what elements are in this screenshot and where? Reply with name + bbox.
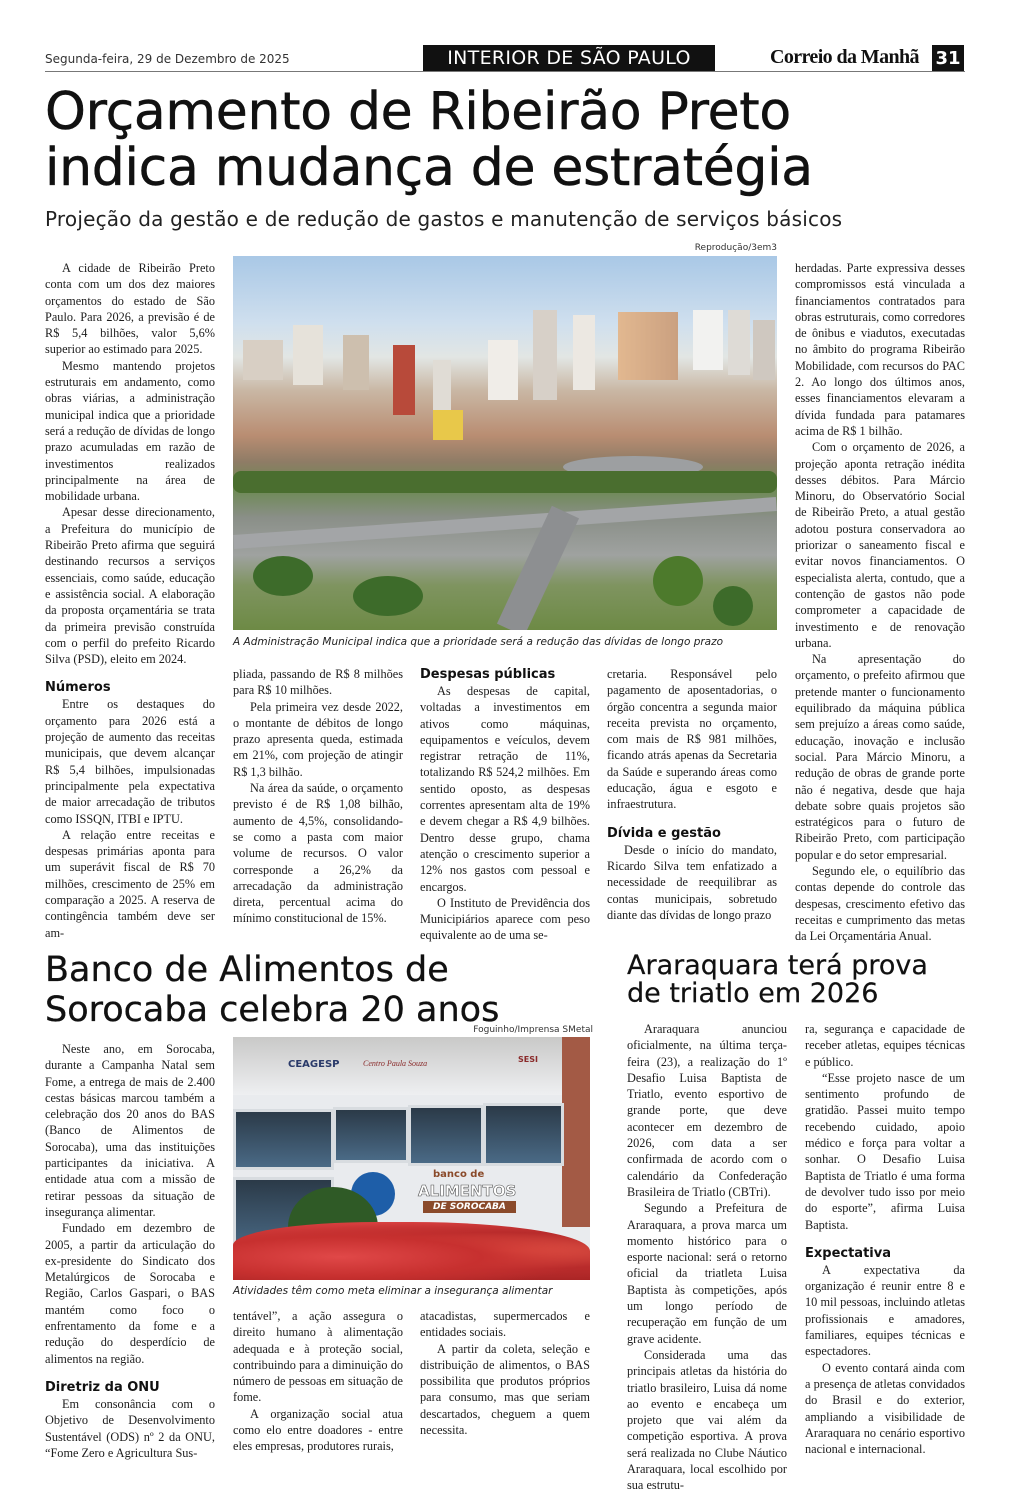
paragraph: O Instituto de Previdência dos Municipiários aparece com peso equivalente ao de uma se- [420, 895, 590, 943]
paragraph: ra, segurança e capacidade de receber atletas, equipes técnicas e público. [805, 1022, 965, 1069]
section-heading: Dívida e gestão [607, 825, 721, 841]
paragraph: Pela primeira vez desde 2022, o montante de débitos de longo prazo apresenta queda, estimada em 21%, com projeção de atingir R$ 1,3 bilhão. [233, 699, 403, 779]
paragraph: atacadistas, supermercados e entidades sociais. [420, 1309, 590, 1340]
photo-caption: A Administração Municipal indica que a prioridade será a redução das dívidas de longo prazo [233, 636, 724, 648]
article-column [627, 1021, 787, 1494]
paragraph: tentável”, a ação assegura o direito humano à alimentação adequada e à proteção social, contribuindo para a diminuição do número de pessoas em situação de fome. [233, 1309, 403, 1405]
article-subtitle: Projeção da gestão e de redução de gastos e manutenção de serviços básicos [45, 207, 843, 231]
paragraph: O evento contará ainda com a presença de atletas convidados do Brasil e do exterior, ampliando a visibilidade de Araraquara no cenário esportivo nacional e internacional. [805, 1360, 965, 1457]
photo-sign-text: DE SOROCABA [423, 1201, 516, 1213]
paragraph: Neste ano, em Sorocaba, durante a Campanha Natal sem Fome, a entrega de mais de 2.400 cestas básicas marcou também a celebração dos 20 anos do BAS (Banco de Alimentos de Sorocaba), uma das instituições participantes da iniciativa. A entidade atua com a missão de retirar pessoas da situação de insegurança alimentar. [45, 1042, 215, 1219]
paragraph: As despesas de capital, voltadas a investimentos em ativos como máquinas, equipamentos e veículos, devem registrar retração de 11%, totalizando R$ 524,2 milhões. Em sentido oposto, as despesas correntes apresentam alta de 19% e devem chegar a R$ 4,9 bilhões. Dentro desse grupo, chama atenção o crescimento superior a 12% nos gastos com pessoal e encargos. [420, 684, 590, 894]
section-label: INTERIOR DE SÃO PAULO [423, 45, 715, 71]
paragraph: Araraquara anunciou oficialmente, na última terça-feira (23), a realização do 1º Desafio Luisa Baptista de Triatlo, evento esportivo de grande porte, que deve acontecer em dezembro de 2026, com data a ser confirmada de acordo com o calendário da Confederação Brasileira de Triatlo (CBTri). [627, 1022, 787, 1199]
photo-logo: CEAGESP [288, 1059, 340, 1070]
paragraph: Considerada uma das principais atletas da história do triatlo brasileiro, Luisa dá nome ao evento e encabeça um projeto que vai além da competição esportiva. A prova será realizada no Clube Náutico Araraquara, local escolhido por sua estrutu- [627, 1347, 787, 1493]
photo-sign-text: banco de [433, 1169, 485, 1180]
article-column [420, 1308, 590, 1438]
article-column [795, 260, 965, 944]
photo-caption: Atividades têm como meta eliminar a insegurança alimentar [233, 1285, 553, 1297]
paragraph: Segundo ele, o equilíbrio das contas depende do controle das despesas, crescimento efetivo das receitas e cumprimento das metas da Lei Orçamentária Anual. [795, 863, 965, 944]
section-heading: Números [45, 680, 111, 696]
paragraph: cretaria. Responsável pelo pagamento de aposentadorias, o órgão concentra a segunda maior receita prevista no orçamento, com mais de R$ 981 milhões, ficando atrás apenas da Secretaria da Saúde e superando áreas como educação, água e esgoto e infraestrutura. [607, 667, 777, 812]
issue-date: Segunda-feira, 29 de Dezembro de 2025 [45, 52, 290, 66]
paragraph: A organização social atua como elo entre doadores - entre eles empresas, produtores rurais, [233, 1406, 403, 1454]
paragraph: A expectativa da organização é reunir entre 8 e 10 mil pessoas, incluindo atletas profissionais e amadores, familiares, equipes técnicas e espectadores. [805, 1262, 965, 1359]
paragraph: Desde o início do mandato, Ricardo Silva tem enfatizado a necessidade de reequilibrar as contas municipais, sobretudo diante das dívidas de longo prazo [607, 842, 777, 922]
article-headline [45, 84, 813, 196]
paragraph: Fundado em dezembro de 2005, a partir da articulação do ex-presidente do Sindicato dos Metalúrgicos de Sorocaba e Região, Carlos Gaspari, o BAS mantém como foco o enfrentamento da fome e a redução do desperdício de alimentos na região. [45, 1221, 215, 1366]
paragraph: “Esse projeto nasce de um sentimento profundo de gratidão. Passei muito tempo recebendo cuidado, apoio médico e força para voltar a sonhar. O Desafio Luisa Baptista de Triatlo é uma forma de devolver tudo isso por meio do esporte”, afirma Luisa Baptista. [805, 1070, 965, 1232]
paragraph: Mesmo mantendo projetos estruturais em andamento, como obras viárias, a administração municipal indica que a prioridade será a redução de dívidas de longo prazo acumuladas em razão de investimentos realizados principalmente na área de mobilidade urbana. [45, 358, 215, 504]
food-bank-building-photo [233, 1037, 590, 1280]
paragraph: Apesar desse direcionamento, a Prefeitura do município de Ribeirão Preto afirma que seguirá destinando recursos a serviços essenciais, como saúde, educação e assistência social. A elaboração da proposta orçamentária se trata da primeira previsão construída com o perfil do prefeito Ricardo Silva (PSD), eleito em 2024. [45, 505, 215, 667]
paragraph: A partir da coleta, seleção e distribuição de alimentos, o BAS possibilita que produtos próprios para consumo, mas que seriam descartados, cheguem a quem necessita. [420, 1341, 590, 1438]
article-column [607, 666, 777, 923]
paragraph: Entre os destaques do orçamento para 2026 está a projeção de aumento das receitas municipais, que devem alcançar R$ 5,4 bilhões, impulsionadas principalmente pela expectativa de maior arrecadação de tributos como ISSQN, ITBI e IPTU. [45, 697, 215, 826]
paragraph: herdadas. Parte expressiva desses compromissos está vinculada a financiamentos contratados para obras estruturais, como corredores de ônibus e viadutos, executadas no âmbito do programa Ribeirão Mobilidade, com recursos do PAC 2. Ao longo dos últimos anos, esses financiamentos elevaram a dívida fundada para patamares acima de R$ 1 bilhão. [795, 261, 965, 438]
paragraph: Em consonância com o Objetivo de Desenvolvimento Sustentável (ODS) nº 2 da ONU, “Fome Zero e Agricultura Sus- [45, 1396, 215, 1460]
section-heading: Diretriz da ONU [45, 1379, 160, 1395]
article-column [45, 260, 215, 941]
page-number: 31 [932, 45, 964, 71]
paragraph: Com o orçamento de 2026, a projeção aponta retração inédita desses débitos. Para Márcio Minoru, do Observatório Social de Ribeirão Preto, a atual gestão adotou postura conservadora ao priorizar o saneamento fiscal e evitar novos financiamentos. O especialista alerta, contudo, que a contenção de gastos não pode comprometer a capacidade de investimento e de renovação urbana. [795, 440, 965, 650]
photo-sign-text: ALIMENTOS [418, 1182, 517, 1200]
city-aerial-photo [233, 256, 777, 630]
headline-line: indica mudança de estratégia [45, 138, 813, 198]
headline-line: Banco de Alimentos de [45, 950, 449, 990]
paragraph: A relação entre receitas e despesas primárias aponta para um superávit fiscal de R$ 70 milhões, crescimento de 25% em comparação a 2025. A reserva de contingência também deve ser am- [45, 827, 215, 940]
paragraph: pliada, passando de R$ 8 milhões para R$ 10 milhões. [233, 667, 403, 698]
headline-line: Orçamento de Ribeirão Preto [45, 82, 791, 142]
section-heading: Despesas públicas [420, 667, 556, 682]
headline-line: Sorocaba celebra 20 anos [45, 990, 500, 1030]
paragraph: Segundo a Prefeitura de Araraquara, a prova marca um momento histórico para o esporte nacional: será o retorno oficial da triatleta Luisa Baptista às competições, após um longo período de recuperação em função de um grave acidente. [627, 1201, 787, 1346]
photo-logo: SESI [518, 1055, 538, 1064]
article-headline [45, 950, 499, 1030]
photo-credit: Reprodução/3em3 [694, 243, 777, 253]
article-column [420, 654, 590, 944]
header-divider [45, 71, 965, 72]
article-column [233, 1308, 403, 1455]
article-column [805, 1021, 965, 1457]
article-column [45, 1041, 215, 1461]
article-headline [627, 952, 928, 1008]
paragraph: Na área da saúde, o orçamento previsto é de R$ 1,08 bilhão, aumento de 4,5%, consolidando-se como a pasta com maior volume de recursos. O valor corresponde a 26,2% da arrecadação da administração direta, percentual acima do mínimo constitucional de 15%. [233, 781, 403, 926]
article-column [233, 666, 403, 927]
photo-credit: Foguinho/Imprensa SMetal [473, 1025, 593, 1035]
paragraph: Na apresentação do orçamento, o prefeito afirmou que pretende manter o funcionamento equilibrado da máquina pública sem prejuízo a áreas como saúde, educação, inovação e inclusão social. Para Márcio Minoru, a redução de obras de grande porte não é negativa, desde que haja debate sobre quais projetos são estratégicos para o futuro de Ribeirão Preto, com participação popular e do setor empresarial. [795, 652, 965, 862]
headline-line: de triatlo em 2026 [627, 978, 879, 1009]
photo-logo: Centro Paula Souza [363, 1059, 428, 1068]
newspaper-logo: Correio da Manhã [770, 46, 919, 68]
section-heading: Expectativa [805, 1245, 891, 1261]
headline-line: Araraquara terá prova [627, 950, 928, 981]
paragraph: A cidade de Ribeirão Preto conta com um dos dez maiores orçamentos do estado de São Paulo. Para 2026, a previsão é de R$ 5,4 bilhões, valor 5,6% superior ao estimado para 2025. [45, 261, 215, 357]
